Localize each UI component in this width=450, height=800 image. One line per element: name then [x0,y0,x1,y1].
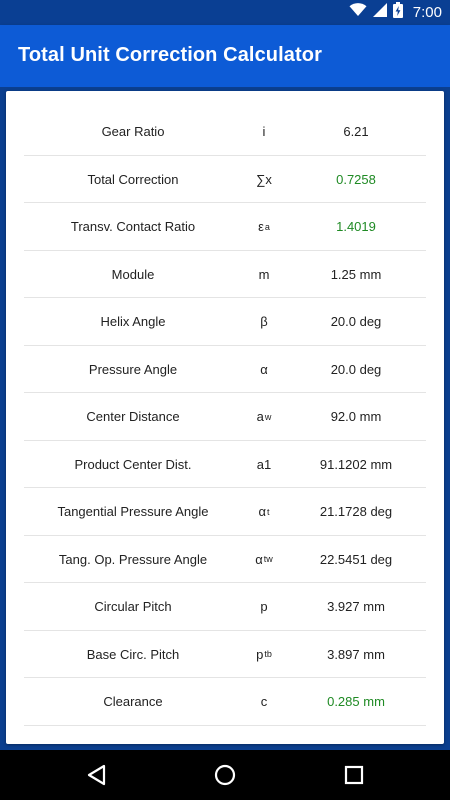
row-symbol-main: p [260,599,268,614]
row-value: 21.1728 deg [319,504,393,519]
row-value: 1.4019 [336,219,376,234]
row-label: Base Circ. Pitch [86,646,180,662]
row-label: Transv. Contact Ratio [70,219,196,234]
results-table [24,108,426,726]
row-symbol-subscript: tw [263,554,273,564]
status-bar [0,0,450,25]
result-row [24,536,426,584]
result-row [24,108,426,156]
result-row [24,251,426,299]
app-title: Total Unit Correction Calculator [18,44,322,66]
home-icon[interactable] [212,762,238,788]
result-row [24,631,426,679]
back-icon[interactable] [84,762,110,788]
row-symbol [229,203,299,250]
result-row [24,393,426,441]
row-symbol-main: α [260,361,268,377]
results-card [6,91,444,744]
row-symbol-subscript: a [264,221,270,232]
row-label: Module [111,266,155,282]
app-bar [0,25,450,87]
row-label: Gear Ratio [101,124,165,139]
row-symbol-main: i [262,124,266,139]
row-symbol-subscript: w [264,411,272,422]
row-symbol [229,631,299,678]
row-symbol-main: ε [258,219,264,234]
result-row [24,488,426,536]
row-symbol-main: m [258,266,270,282]
row-symbol-main: c [260,694,268,709]
row-label: Circular Pitch [94,599,172,614]
row-symbol-main: a1 [256,456,272,472]
row-symbol [229,488,299,535]
row-value: 0.7258 [336,171,376,187]
signal-icon [373,3,387,22]
row-symbol-main: a [256,409,264,424]
row-value: 91.1202 mm [319,456,393,472]
result-row [24,156,426,204]
row-label: Product Center Dist. [74,456,192,472]
row-symbol [229,536,299,583]
row-symbol-subscript: t [267,506,270,517]
row-label: Pressure Angle [88,361,178,377]
row-label: Tang. Op. Pressure Angle [58,551,208,567]
row-value: 3.927 mm [327,599,385,614]
row-symbol-main: α [258,504,266,519]
row-symbol-main: ∑x [256,171,272,187]
row-value: 92.0 mm [330,409,382,424]
battery-charging-icon [393,2,403,23]
row-value: 6.21 [343,124,369,139]
row-label: Clearance [103,694,163,709]
row-label: Helix Angle [100,314,166,329]
row-symbol-subscript: tb [264,649,272,659]
row-label: Total Correction [87,171,179,187]
row-value: 20.0 deg [330,314,382,329]
result-row [24,583,426,631]
row-value: 22.5451 deg [319,551,393,567]
result-row [24,346,426,394]
row-symbol-main: β [260,314,268,329]
wifi-icon [349,3,367,22]
row-symbol [229,346,299,393]
navigation-bar [0,750,450,800]
row-value: 1.25 mm [330,266,382,282]
status-time: 7:00 [412,4,442,21]
row-label: Tangential Pressure Angle [57,504,209,519]
result-row [24,441,426,489]
row-symbol [229,298,299,345]
row-value: 0.285 mm [327,694,385,709]
row-symbol [229,108,299,155]
result-row [24,678,426,726]
row-symbol [229,156,299,203]
row-symbol-main: α [255,551,263,567]
row-symbol [229,441,299,488]
row-symbol [229,251,299,298]
recents-icon[interactable] [341,762,367,788]
row-symbol-main: p [256,646,264,662]
row-value: 3.897 mm [327,646,385,662]
row-symbol [229,583,299,630]
result-row [24,203,426,251]
row-label: Center Distance [86,409,180,424]
status-icons [349,0,442,25]
row-symbol [229,678,299,725]
row-value: 20.0 deg [330,361,382,377]
result-row [24,298,426,346]
row-symbol [229,393,299,440]
